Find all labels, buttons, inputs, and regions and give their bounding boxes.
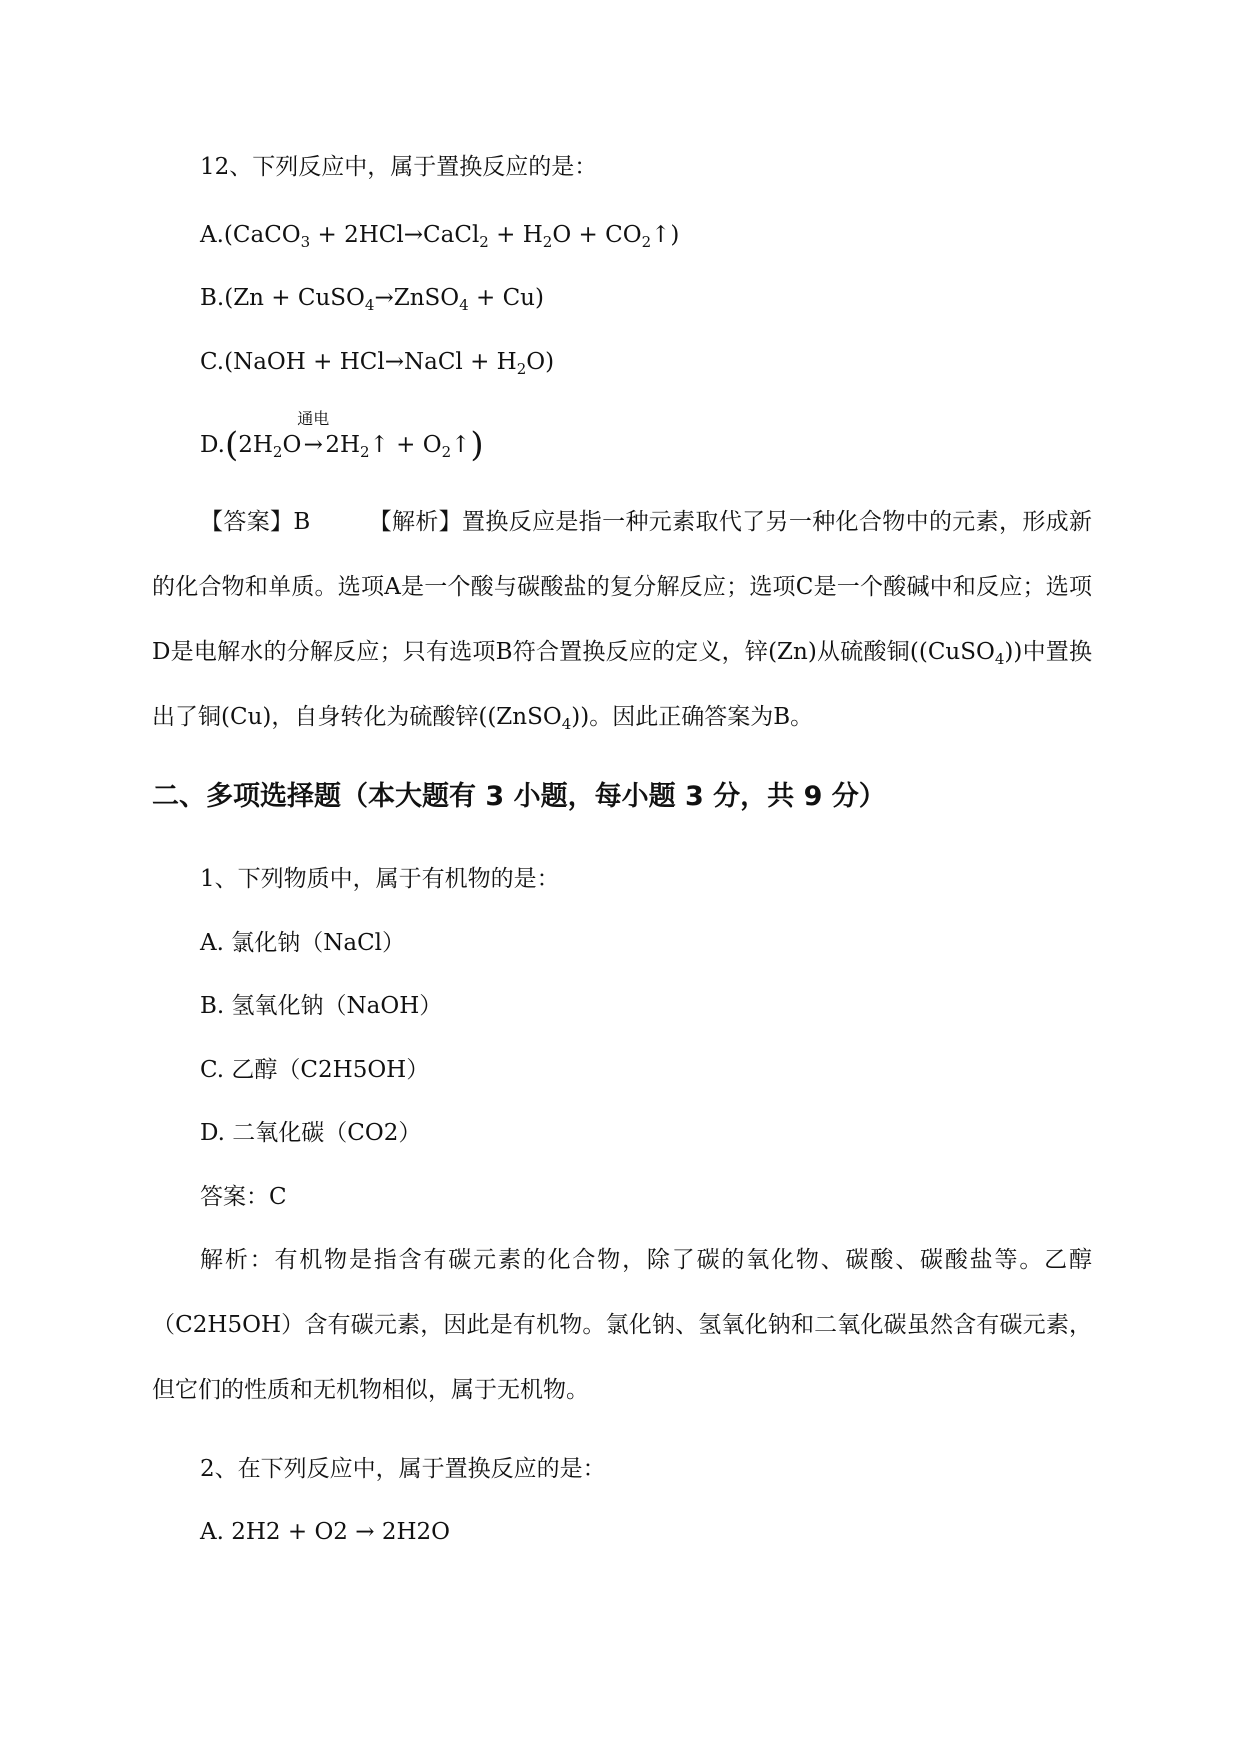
q12-answer-analysis: 【答案】B 【解析】置换反应是指一种元素取代了另一种化合物中的元素，形成新的化合物和单质。选项A是一个酸与碳酸盐的复分解反应；选项C是一个酸碱中和反应；选项D是电解水的分解反应；只有选项B符合置换反应的定义，锌(Zn)从硫酸铜((CuSO$_4$))中置换出了铜(Cu)，自身转化为硫酸锌((ZnSO$_4$))。因此正确答案为B。 — [152, 509, 1093, 733]
q1-stem: 1、下列物质中，属于有机物的是： — [200, 866, 560, 892]
q1-answer: 答案：C — [200, 1184, 287, 1210]
q12-stem: 12、下列反应中，属于置换反应的是： — [200, 154, 598, 180]
q2-option-a: A. 2H2 + O2 → 2H2O — [200, 1519, 451, 1545]
q1-analysis: 解析：有机物是指含有碳元素的化合物，除了碳的氧化物、碳酸、碳酸盐等。乙醇（C2H5OH）含有碳元素，因此是有机物。氯化钠、氢氧化钠和二氧化碳虽然含有碳元素，但它们的性质和无机物相似，属于无机物。 — [152, 1247, 1092, 1403]
q12-analysis-tag: 【解析】 — [368, 509, 463, 535]
q12-option-c: C.(NaOH + HCl→NaCl + $H_2O$) — [200, 349, 555, 378]
section-heading: 二、多项选择题（本大题有 3 小题，每小题 3 分，共 9 分） — [152, 781, 886, 812]
q12-option-d: $D.(2H_2O$ 通电 → $2H_2↑$ + $O_2↑$) — [200, 409, 484, 465]
q2-stem: 2、在下列反应中，属于置换反应的是： — [200, 1456, 606, 1482]
q12-option-b: B.(Zn + CuSO$_4$→ZnSO$_4$ + Cu) — [200, 285, 544, 314]
q1-option-c: C. 乙醇（C2H5OH） — [200, 1057, 430, 1083]
q1-option-b: B. 氢氧化钠（NaOH） — [200, 993, 443, 1019]
q12-option-a: A.(CaCO$_3$ + 2HCl→CaCl$_2$ + $H_2O$ + $CO_2↑$) — [200, 222, 680, 251]
q12-answer: 【答案】B — [200, 509, 311, 535]
electrolysis-arrow: 通电 → — [297, 409, 330, 458]
q1-option-d: D. 二氧化碳（CO2） — [200, 1120, 422, 1146]
q1-option-a: A. 氯化钠（NaCl） — [200, 930, 406, 956]
